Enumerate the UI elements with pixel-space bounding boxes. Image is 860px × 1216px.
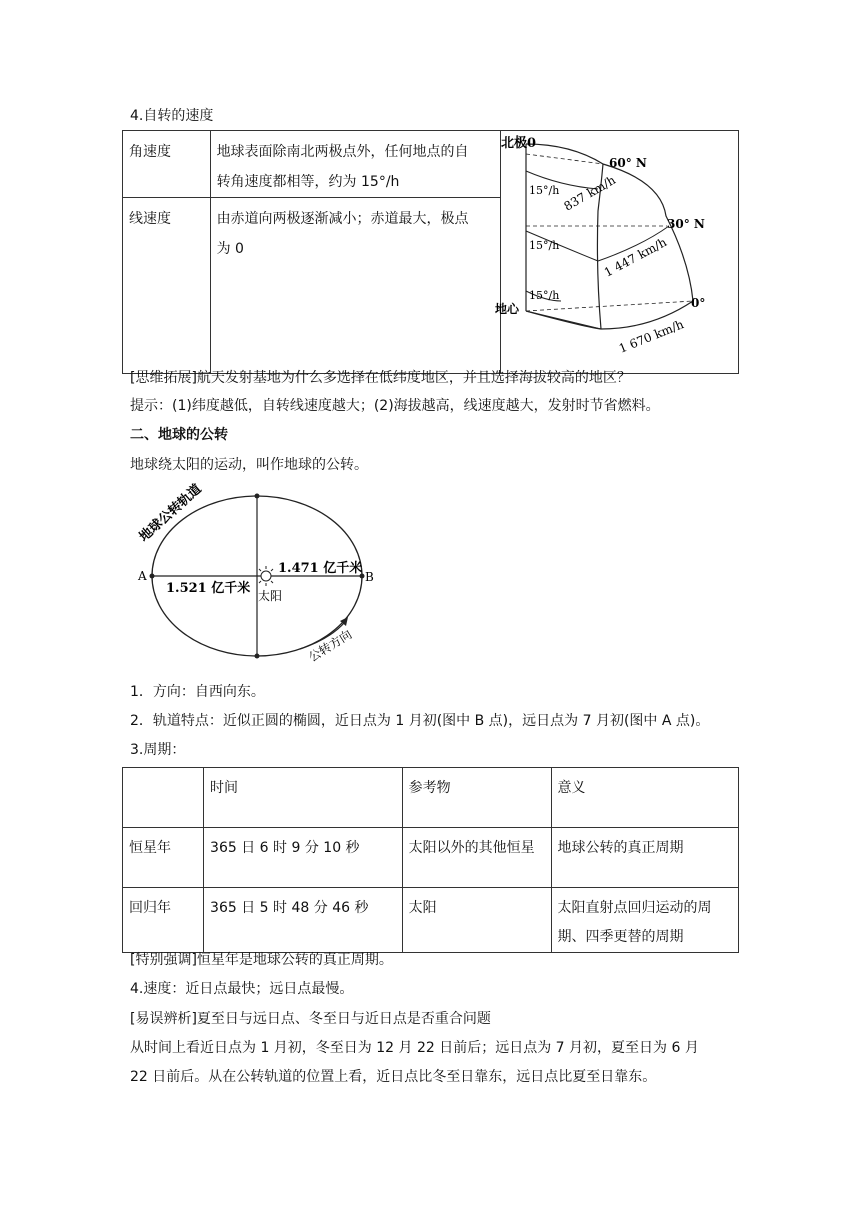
table-row [123, 888, 739, 953]
extend-question: [思维拓展]航天发射基地为什么多选择在低纬度地区，并且选择海拔较高的地区？ [130, 370, 631, 386]
period-header-time: 时间 [204, 768, 403, 828]
sidereal-year-meaning: 地球公转的真正周期 [557, 840, 684, 856]
sidereal-year-time: 365 日 6 时 9 分 10 秒 [210, 840, 360, 856]
orbit-label: 地球公转轨道 [136, 481, 205, 545]
linear-speed-label: 线速度 [129, 211, 171, 227]
tropical-year-name: 回归年 [129, 900, 171, 916]
speed0-label: 1 670 km/h [617, 317, 687, 356]
sidereal-year-name: 恒星年 [129, 840, 171, 856]
speed60-label: 837 km/h [561, 172, 619, 214]
confusion-line2: 22 日前后。从在公转轨道的位置上看，近日点比冬至日靠东，远日点比夏至日靠东。 [130, 1069, 657, 1085]
period-header-meaning: 意义 [551, 768, 738, 828]
period-header-empty [123, 768, 204, 828]
speed30-label: 1 447 km/h [602, 235, 670, 280]
confusion-title: [易误辨析]夏至日与远日点、冬至日与近日点是否重合问题 [130, 1011, 491, 1027]
point-b-label: B [365, 570, 374, 584]
linear-speed-desc-cell [210, 198, 501, 374]
earth-center-label: 地心 [495, 302, 520, 316]
point-a-label: A [138, 569, 147, 583]
period-table [122, 767, 739, 953]
north-pole-label: 北极0 [501, 136, 537, 151]
tropical-year-ref: 太阳 [408, 900, 437, 916]
sidereal-year-ref: 太阳以外的其他恒星 [408, 840, 535, 856]
tropical-year-time: 365 日 5 时 48 分 46 秒 [210, 900, 369, 916]
confusion-line1: 从时间上看近日点为 1 月初，冬至日为 12 月 22 日前后；远日点为 7 月初，夏至日为 6 月 [130, 1040, 699, 1056]
lat60-label: 60° N [609, 156, 648, 170]
sun-icon [256, 566, 276, 586]
table-row [123, 828, 739, 888]
item-period: 3.周期： [130, 742, 186, 758]
orbit-figure [130, 481, 380, 674]
extend-answer: 提示：(1)纬度越低，自转线速度越大；(2)海拔越高，线速度越大，发射时节省燃料。 [130, 398, 660, 414]
item-orbit: 2．轨道特点：近似正圆的椭圆，近日点为 1 月初(图中 B 点)，远日点为 7 月初(图中 A 点)。 [130, 713, 710, 729]
angular-speed-desc-line2: 转角速度都相等，约为 15°/h [216, 174, 400, 190]
tropical-year-meaning-1: 太阳直射点回归运动的周 [557, 900, 712, 916]
aphelion-distance-label: 1.521 亿千米 [166, 581, 251, 596]
linear-speed-desc-line1: 由赤道向两极逐渐减小；赤道最大，极点 [216, 211, 469, 227]
rotation-figure-cell [495, 131, 739, 374]
sun-label: 太阳 [258, 589, 283, 603]
item-direction: 1．方向：自西向东。 [130, 684, 265, 700]
rotation-speed-figure [495, 131, 735, 365]
lat0-label: 0° [691, 296, 706, 310]
section2-heading: 二、地球的公转 [130, 427, 228, 443]
angle-label-3: 15°/h [529, 289, 560, 302]
revolution-definition: 地球绕太阳的运动，叫作地球的公转。 [130, 457, 368, 473]
perihelion-distance-label: 1.471 亿千米 [278, 561, 363, 576]
emphasis-note: [特别强调]恒星年是地球公转的真正周期。 [130, 952, 393, 968]
tropical-year-meaning-2: 期、四季更替的周期 [557, 929, 684, 945]
angular-speed-label: 角速度 [129, 144, 171, 160]
rotation-speed-heading: 4.自转的速度 [130, 108, 214, 124]
direction-label: 公转方向 [306, 627, 355, 665]
angular-speed-desc-cell [210, 131, 501, 198]
angular-speed-desc-line1: 地球表面除南北两极点外，任何地点的自 [216, 144, 469, 160]
angle-label-2: 15°/h [529, 239, 560, 252]
rotation-speed-table [122, 130, 739, 374]
angle-label-1: 15°/h [529, 184, 560, 197]
item-speed: 4.速度：近日点最快；远日点最慢。 [130, 981, 354, 997]
period-header-ref: 参考物 [402, 768, 551, 828]
lat30-label: 30° N [667, 217, 706, 231]
linear-speed-label-cell [123, 198, 211, 374]
linear-speed-desc-line2: 为 0 [216, 241, 244, 257]
angular-speed-label-cell [123, 131, 211, 198]
